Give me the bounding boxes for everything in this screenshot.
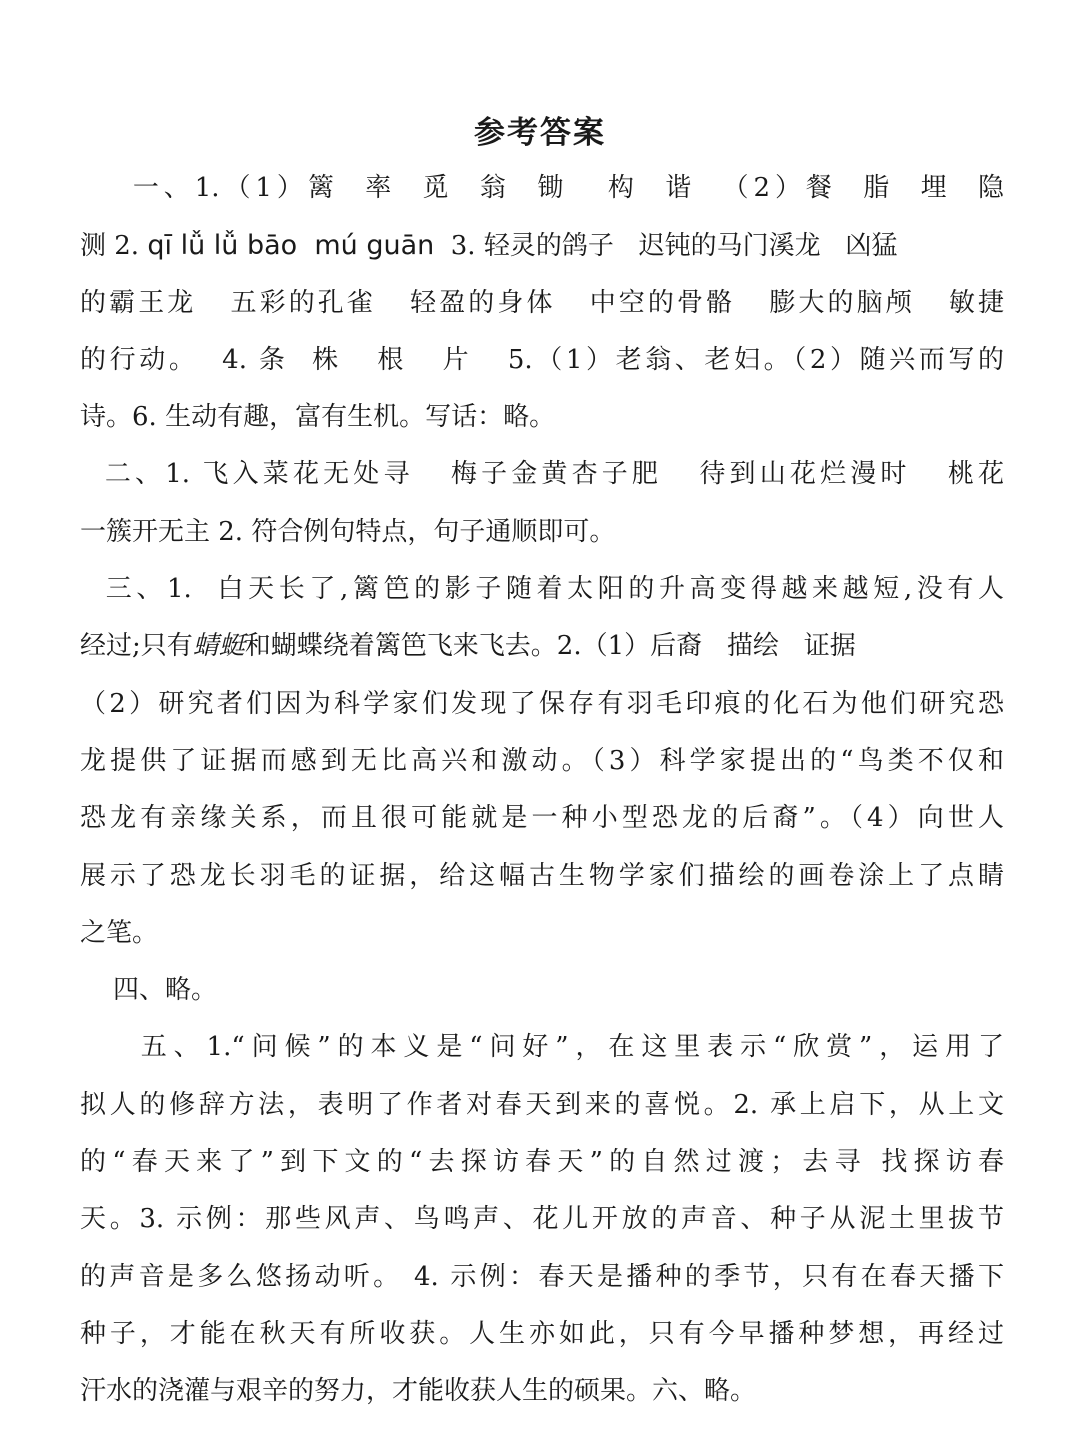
text-line: （2）研究者们因为科学家们发现了保存有羽毛印痕的化石为他们研究恐 <box>80 688 1004 719</box>
answer-body <box>80 160 1004 1421</box>
text-line: 诗。6. 生动有趣，富有生机。写话：略。 <box>80 402 556 433</box>
text-segment: 经过;只有 <box>80 631 193 662</box>
text-line: 天。3. 示例：那些风声、鸟鸣声、花儿开放的声音、种子从泥土里拔节 <box>80 1204 1004 1235</box>
text-line: 一簇开无主 2. 符合例句特点，句子通顺即可。 <box>80 516 616 547</box>
text-line: 五、1.“问候”的本义是“问好”，在这里表示“欣赏”，运用了 <box>80 1032 1004 1063</box>
text-line: 一、1.（1）篱 率 觅 翁 锄 构 谐 （2）餐 脂 埋 隐 <box>80 173 1004 203</box>
text-line <box>80 217 1004 274</box>
text-line: 展示了恐龙长羽毛的证据，给这幅古生物学家们描绘的画卷涂上了点睛 <box>80 860 1004 891</box>
text-line: 四、略。 <box>80 975 218 1006</box>
text-line: 的声音是多么悠扬动听。 4. 示例：春天是播种的季节，只有在春天播下 <box>80 1261 1004 1292</box>
text-line: 三、1. 白天长了,篱笆的影子随着太阳的升高变得越来越短,没有人 <box>80 574 1004 605</box>
text-line: 之笔。 <box>80 917 159 948</box>
text-line: 汗水的浇灌与艰辛的努力，才能收获人生的硕果。六、略。 <box>80 1376 757 1407</box>
text-line: 的霸王龙 五彩的孔雀 轻盈的身体 中空的骨骼 膨大的脑颅 敏捷 <box>80 287 1004 318</box>
italic-text: 蜻蜓 <box>192 631 245 662</box>
text-line: 拟人的修辞方法，表明了作者对春天到来的喜悦。2. 承上启下，从上文 <box>80 1089 1004 1120</box>
text-line: 龙提供了证据而感到无比高兴和激动。（3）科学家提出的“鸟类不仅和 <box>80 745 1004 776</box>
text-line <box>80 618 1004 675</box>
page-title: 参考答案 <box>474 115 606 151</box>
text-segment: 3. 轻灵的鸽子 迟钝的马门溪龙 凶猛 <box>434 231 898 262</box>
text-line: 种子，才能在秋天有所收获。人生亦如此，只有今早播种梦想，再经过 <box>80 1318 1004 1349</box>
text-line: 二、1. 飞入菜花无处寻 梅子金黄杏子肥 待到山花烂漫时 桃花 <box>80 459 1004 490</box>
text-line: 恐龙有亲缘关系，而且很可能就是一种小型恐龙的后裔”。（4）向世人 <box>80 803 1004 834</box>
text-segment: 和蝴蝶绕着篱笆飞来飞去。2.（1）后裔 描绘 证据 <box>244 631 856 662</box>
text-segment: 测 2. <box>80 231 148 262</box>
text-line: 的行动。 4. 条 株 根 片 5.（1）老翁、老妇。（2）随兴而写的 <box>80 344 1004 375</box>
pinyin-text: qī lǚ lǚ bāo mú guān <box>147 230 435 262</box>
text-line: 的“春天来了”到下文的“去探访春天”的自然过渡；去寻 找探访春 <box>80 1147 1004 1178</box>
